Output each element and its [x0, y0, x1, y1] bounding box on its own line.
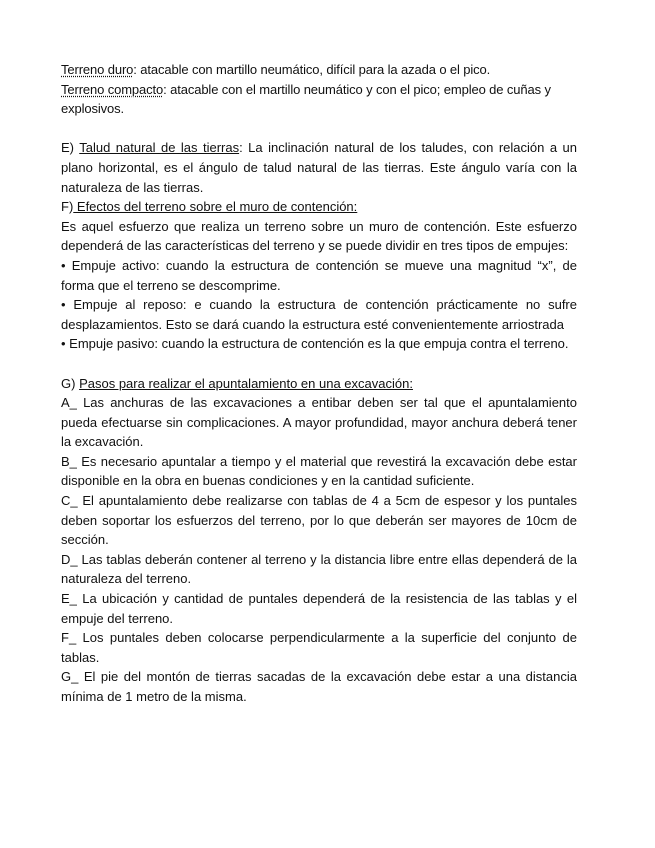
- section-e-letter: E): [61, 140, 74, 156]
- section-g-step-g: G_ El pie del montón de tierras sacadas de la excavación debe estar a una distancia mínima de 1 metro de la misma.: [61, 669, 577, 704]
- terrain-hard-term: Terreno duro: [61, 62, 134, 77]
- terrain-compact-term: Terreno compacto: [61, 81, 164, 97]
- document-body: [61, 60, 577, 707]
- terrain-compact-paragraph: [61, 80, 577, 119]
- section-g-letter: G): [61, 375, 76, 391]
- section-g-step-e: E_ La ubicación y cantidad de puntales dependerá de la resistencia de las tablas y el empuje del terreno.: [61, 591, 577, 626]
- terrain-compact-description: : atacable con el martillo neumático y con el pico; empleo de cuñas y explosivos.: [61, 81, 551, 117]
- paragraph-spacer: [61, 119, 577, 139]
- section-g-step-d: D_ Las tablas deberán contener al terreno y la distancia libre entre ellas dependerá de la naturaleza del terreno.: [61, 551, 577, 587]
- section-e-text: : La inclinación natural de los taludes, con relación a un plano horizontal, es el ángulo de talud natural de las tierras. Este ángulo varía con la naturaleza de las tierras.: [61, 140, 577, 195]
- section-f-intro: Es aquel esfuerzo que realiza un terreno sobre un muro de contención. Este esfuerzo dependerá de las características del terreno y se puede dividir en tres tipos de empujes:: [61, 218, 577, 254]
- section-g-heading-line: [61, 374, 577, 394]
- section-f-bullet-active: • Empuje activo: cuando la estructura de contención se mueve una magnitud “x”, de forma que el terreno se descomprime.: [61, 257, 577, 293]
- section-e-heading: Talud natural de las tierras: [79, 140, 240, 156]
- section-g-step-b: B_ Es necesario apuntalar a tiempo y el material que revestirá la excavación debe estar disponible en la obra en buenas condiciones y en la cantidad suficiente.: [61, 453, 577, 489]
- section-e-paragraph: [61, 138, 577, 197]
- section-f-bullet-passive: • Empuje pasivo: cuando la estructura de contención es la que empuja contra el terreno.: [61, 336, 569, 352]
- section-g-heading: Pasos para realizar el apuntalamiento en una excavación:: [79, 375, 413, 391]
- paragraph-spacer: [61, 354, 577, 374]
- section-g-step-c: C_ El apuntalamiento debe realizarse con tablas de 4 a 5cm de espesor y los puntales deben soportar los esfuerzos del terreno, por lo que deberán ser mayores de 10cm de sección.: [61, 493, 577, 548]
- section-f-bullet-rest: • Empuje al reposo: e cuando la estructura de contención prácticamente no sufre desplazamientos. Esto se dará cuando la estructura esté convenientemente arriostrada: [61, 297, 577, 332]
- section-g-step-a: A_ Las anchuras de las excavaciones a entibar deben ser tal que el apuntalamiento pueda efectuarse sin complicaciones. A mayor profundidad, mayor anchura deberá tener la excavación.: [61, 395, 577, 450]
- section-g-step-f: F_ Los puntales deben colocarse perpendicularmente a la superficie del conjunto de tablas.: [61, 630, 577, 665]
- terrain-hard-description: : atacable con martillo neumático, difícil para la azada o el pico.: [133, 62, 491, 77]
- section-f-heading: Efectos del terreno sobre el muro de contención:: [73, 199, 358, 215]
- section-f-letter: F): [61, 199, 74, 215]
- section-f-heading-line: [61, 197, 577, 217]
- terrain-hard-paragraph: [61, 60, 577, 80]
